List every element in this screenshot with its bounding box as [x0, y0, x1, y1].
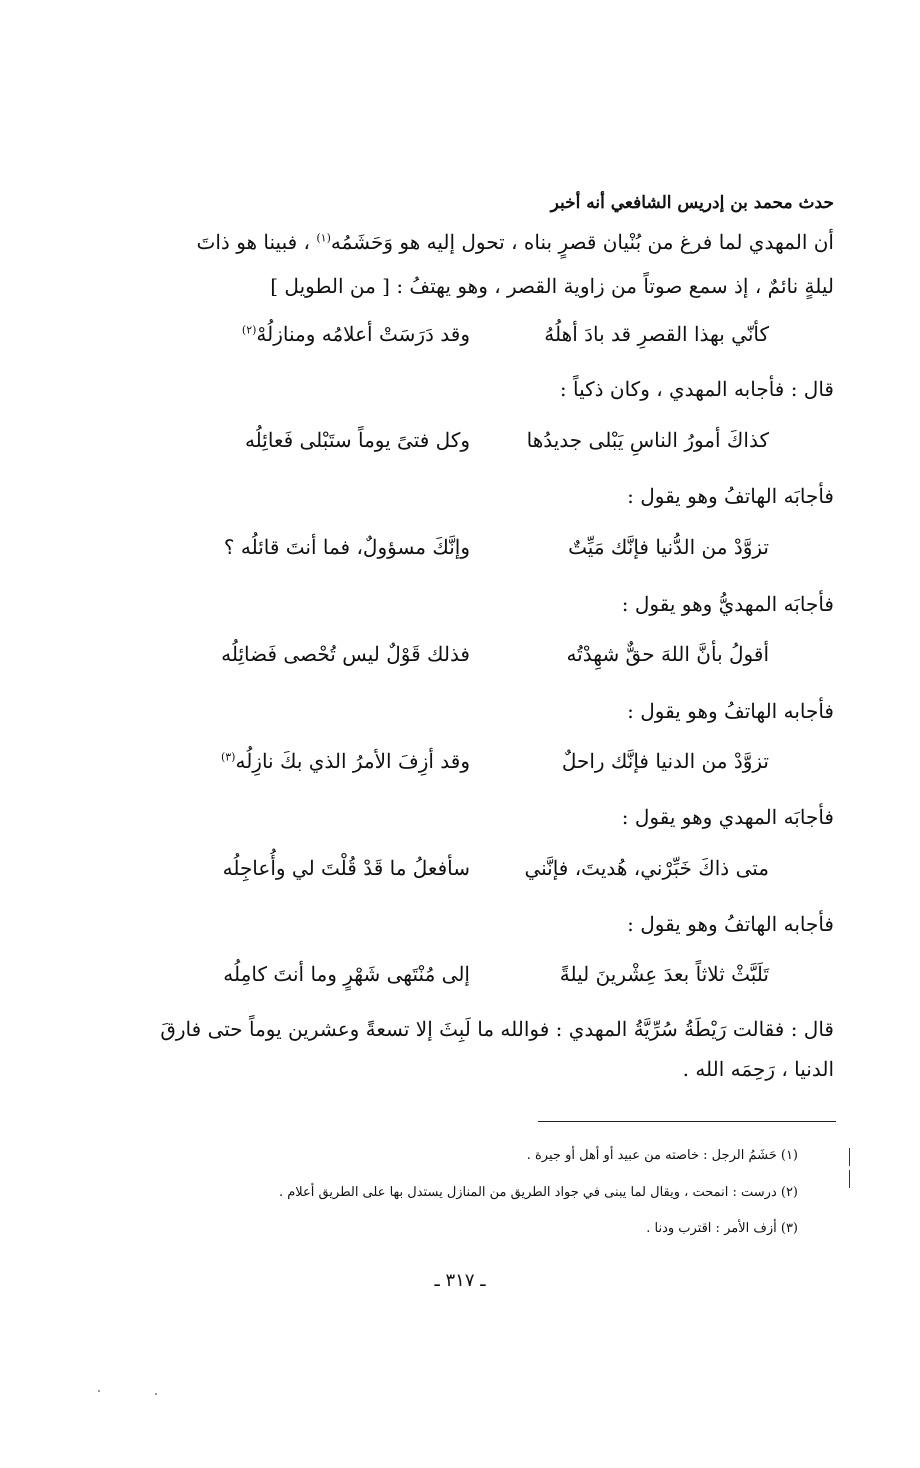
connector-3: فأجابَه المهديُّ وهو يقول :: [621, 592, 834, 616]
footnote-ref-1: (١): [316, 231, 331, 245]
verse-5-second-hemistich: [140, 749, 470, 773]
verse-1-second-text: وقد دَرَسَتْ أعلامُه ومنازلُهْ: [256, 322, 470, 346]
margin-mark-lower: [849, 1170, 850, 1188]
intro-line-2: ليلةٍ نائمٌ ، إذ سمع صوتاً من زاوية القصر ، وهو يهتفُ : [ من الطويل ]: [270, 274, 834, 298]
connector-5: فأجابَه المهدي وهو يقول :: [621, 805, 834, 829]
page-number: ـ ٣١٧ ـ: [434, 1270, 486, 1291]
verse-5-first-hemistich: تزوَّدْ من الدنيا فإنَّك راحلٌ: [561, 749, 769, 773]
scan-speck: [98, 1390, 100, 1392]
verse-7: [95, 962, 835, 998]
connector-6: فأجابه الهاتفُ وهو يقول :: [627, 912, 834, 936]
footnote-ref-2: (٢): [241, 323, 257, 337]
verse-4-first-hemistich: أقولُ بأنَّ اللهَ حقٌّ شهِدْتُه: [566, 642, 769, 666]
intro-line-1-end: ، فبينا هو ذاتَ: [196, 230, 317, 254]
connector-4: فأجابه الهاتفُ وهو يقول :: [627, 699, 834, 723]
connector-2: فأجابَه الهاتفُ وهو يقول :: [627, 484, 834, 508]
closing-line-2: الدنيا ، رَحِمَه الله .: [682, 1057, 834, 1081]
closing-line-1: قال : فقالت رَيْطَةُ سُرِّيَّةُ المهدي : فوالله ما لَبِثَ إلا تسعةً وعشرين يوماً حتى فارقَ: [160, 1017, 834, 1041]
footnote-3: (٣) أزف الأمر : اقترب ودنا .: [646, 1221, 798, 1236]
footnote-1: (١) حَشَمُ الرجل : خاصته من عبيد أو أهل أو جيرة .: [526, 1148, 798, 1163]
verse-2-second-hemistich: وكل فتىً يوماً ستَبْلى فَعائِلُه: [244, 428, 470, 452]
margin-mark-upper: [849, 1148, 850, 1166]
verse-6-first-hemistich: متى ذاكَ خَبِّرْني، هُديتَ، فإنَّني: [524, 856, 769, 880]
verse-2: [95, 428, 835, 464]
verse-7-second-hemistich: إلى مُنْتَهى شَهْرٍ وما أنتَ كامِلُه: [223, 962, 470, 986]
footnote-2: (٢) درست : انمحت ، ويقال لما يبنى في جواد الطريق من المنازل يستدل بها على الطريق أعلام .: [278, 1185, 798, 1200]
page-heading: حدث محمد بن إدريس الشافعي أنه أخبر: [550, 193, 834, 213]
verse-2-first-hemistich: كذاكَ أمورُ الناسِ يَبْلى جديدُها: [526, 428, 769, 452]
verse-5-second-text: وقد أزِفَ الأمرُ الذي بكَ نازِلُه: [235, 749, 470, 773]
verse-7-first-hemistich: تَلَبَّثْ ثلاثاً بعدَ عِشْرينَ ليلةً: [559, 962, 769, 986]
verse-3: [95, 535, 835, 571]
verse-3-first-hemistich: تزوَّدْ من الدُّنيا فإنَّك مَيِّتٌ: [568, 535, 769, 559]
verse-3-second-hemistich: وإنَّكَ مسؤولٌ، فما أنتَ قائلُه ؟: [223, 535, 470, 559]
footnote-ref-3: (٣): [220, 750, 236, 764]
verse-4: [95, 642, 835, 678]
verse-6-second-hemistich: سأفعلُ ما قَدْ قُلْتَ لي وأُعاجِلُه: [222, 856, 470, 880]
verse-1-first-hemistich: كأنّي بهذا القصرِ قد بادَ أهلُهُ: [544, 322, 769, 346]
footnote-separator: [538, 1121, 836, 1122]
verse-4-second-hemistich: فذلك قَوْلٌ ليس تُحْصى فَضائِلُه: [221, 642, 470, 666]
verse-1: [95, 322, 835, 358]
intro-line-1-text: أن المهدي لما فرغ من بُنْيان قصرٍ بناه ، تحول إليه هو وَحَشَمُه: [330, 230, 834, 254]
scan-speck: [155, 1393, 157, 1395]
verse-1-second-hemistich: [140, 322, 470, 346]
connector-1: قال : فأجابه المهدي ، وكان ذكياً :: [559, 377, 834, 401]
verse-6: [95, 856, 835, 892]
intro-line-1: [74, 228, 834, 256]
verse-5: [95, 749, 835, 785]
